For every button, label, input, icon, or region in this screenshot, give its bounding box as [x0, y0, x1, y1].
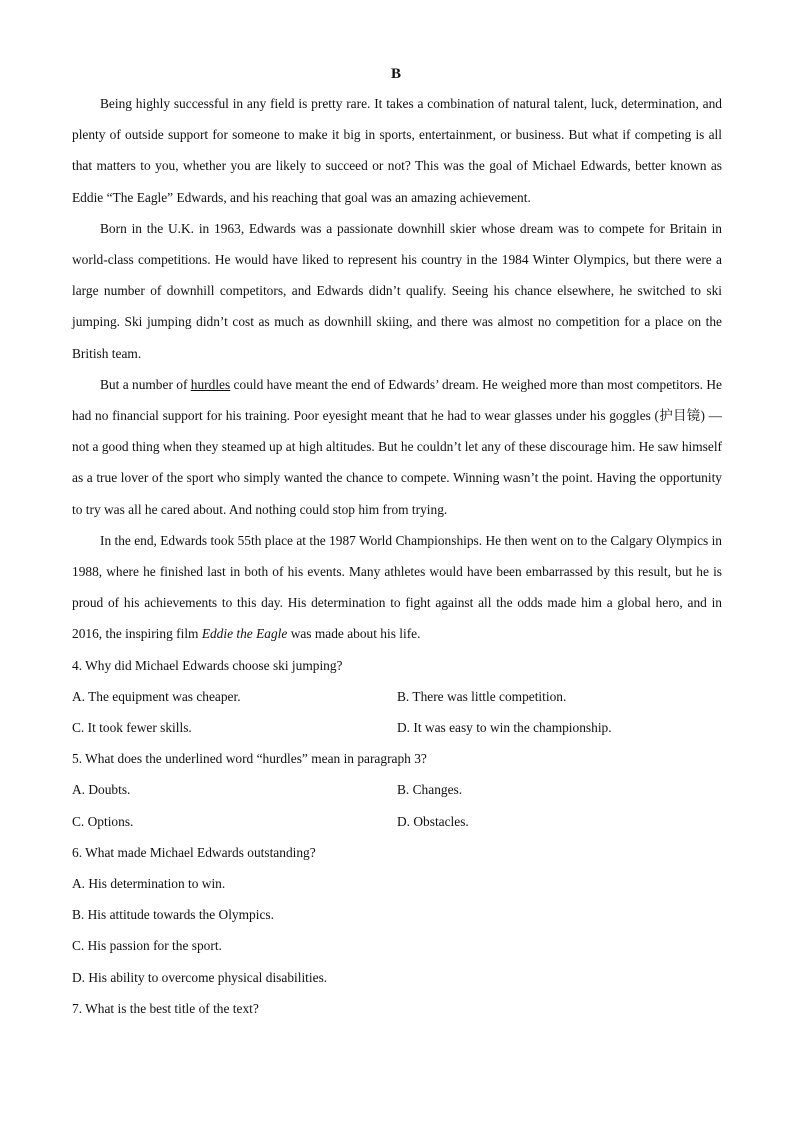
- question-5-stem: 5. What does the underlined word “hurdles” mean in paragraph 3?: [72, 751, 427, 767]
- question-6-stem: 6. What made Michael Edwards outstanding?: [72, 844, 316, 860]
- paragraph-4-end: was made about his life.: [287, 626, 421, 642]
- question-5-options-row-2: [72, 806, 722, 837]
- question-6-option-b: B. His attitude towards the Olympics.: [72, 907, 274, 923]
- section-heading: B: [390, 66, 401, 82]
- question-5-option-d: D. Obstacles.: [397, 813, 469, 829]
- paragraph-4: [72, 525, 722, 650]
- question-6-option-a: A. His determination to win.: [72, 876, 226, 892]
- question-4-option-a: A. The equipment was cheaper.: [72, 688, 241, 704]
- question-5-option-b: B. Changes.: [397, 782, 463, 798]
- question-4-option-d: D. It was easy to win the championship.: [397, 720, 612, 736]
- question-7-stem: 7. What is the best title of the text?: [72, 1000, 259, 1016]
- question-4-options-row-1: [72, 681, 722, 712]
- question-5-options-row-1: [72, 774, 722, 805]
- question-4-stem: 4. Why did Michael Edwards choose ski jumping?: [72, 657, 343, 673]
- paragraph-4-start: In the end, Edwards took 55th place at the 1987 World Championships. He then went on to the Calgary Olympics in 1988, where he finished last in both of his events. Many athletes would have been embarrassed by this result, but he is proud of his achievements to this day. His determination to fight against all the odds made him a global hero, and in 2016, the inspiring film: [72, 532, 722, 642]
- underlined-word-hurdles: hurdles: [190, 376, 231, 392]
- paragraph-2: Born in the U.K. in 1963, Edwards was a passionate downhill skier whose dream was to compete for Britain in world-class competitions. He would have liked to represent his country in the 1984 Winter Olympics, but there were a large number of downhill competitors, and Edwards didn’t qualify. Seeing his chance elsewhere, he switched to ski jumping. Ski jumping didn’t cost as much as downhill skiing, and there was almost no competition for a place on the British team.: [72, 220, 722, 361]
- document-page: [72, 60, 722, 1024]
- film-title: Eddie the Eagle: [201, 626, 288, 642]
- paragraph-1: Being highly successful in any field is pretty rare. It takes a combination of natural talent, luck, determination, and plenty of outside support for someone to make it big in sports, entertainment, or business. But what if competing is all that matters to you, whether you are likely to succeed or not? This was the goal of Michael Edwards, better known as Eddie “The Eagle” Edwards, and his reaching that goal was an amazing achievement.: [72, 96, 722, 205]
- paragraph-3: [72, 369, 722, 525]
- question-4-options-row-2: [72, 712, 722, 743]
- question-6-option-c: C. His passion for the sport.: [72, 938, 222, 954]
- paragraph-3-start: But a number of: [100, 376, 191, 392]
- question-4-option-b: B. There was little competition.: [397, 688, 567, 704]
- question-5-option-c: C. Options.: [72, 813, 134, 829]
- paragraph-3-end: could have meant the end of Edwards’ dream. He weighed more than most competitors. He had no financial support for his training. Poor eyesight meant that he had to wear glasses under his goggles (护目镜) — not a good thing when they steamed up at high altitudes. But he couldn’t let any of these discourage him. He saw himself as a true lover of the sport who simply wanted the chance to compete. Winning wasn’t the point. Having the opportunity to try was all he cared about. And nothing could stop him from trying.: [72, 376, 723, 517]
- question-4-option-c: C. It took fewer skills.: [72, 720, 192, 736]
- question-6-option-d: D. His ability to overcome physical disabilities.: [72, 969, 328, 985]
- question-5-option-a: A. Doubts.: [72, 782, 131, 798]
